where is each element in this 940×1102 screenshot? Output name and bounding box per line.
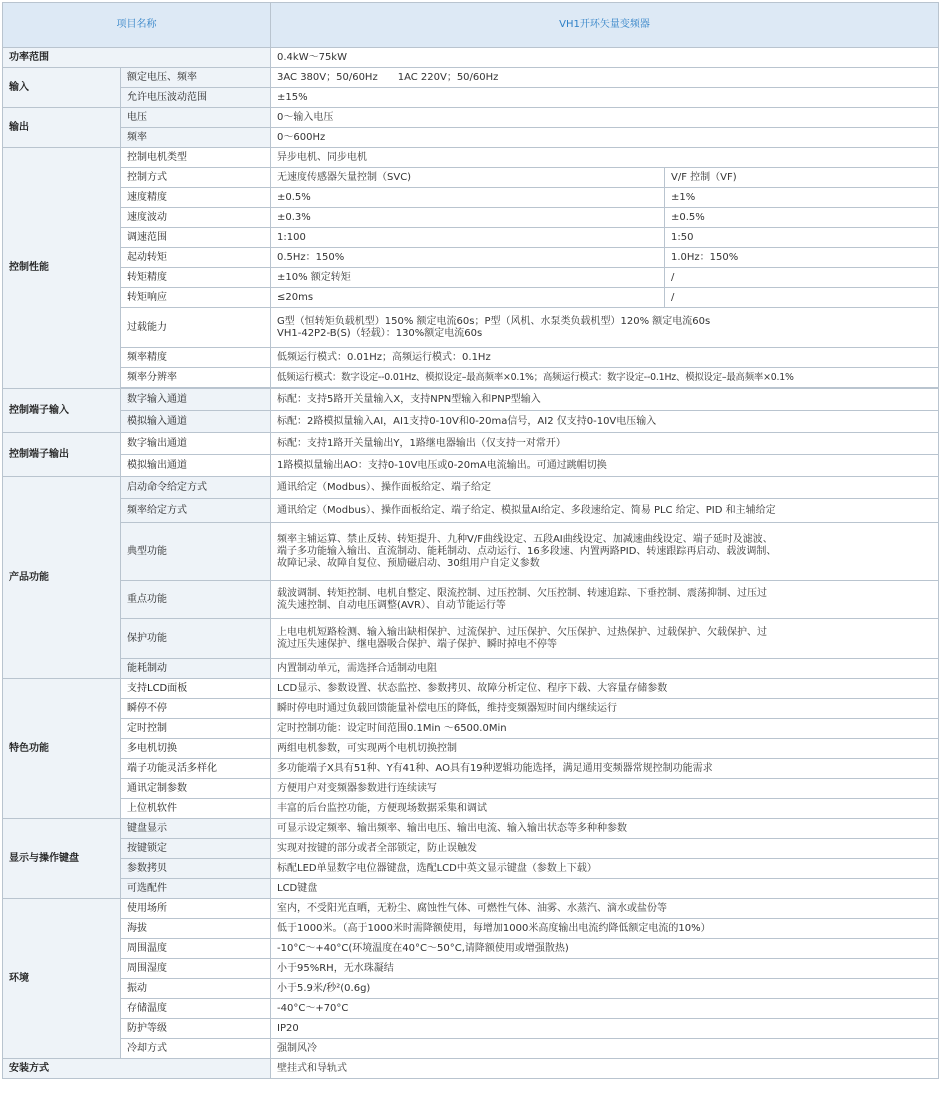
table-row [3,839,939,859]
table-row [3,108,939,128]
text-line: 故障记录、故障自复位、预励磁启动、30组用户自定义参数 [277,557,540,569]
sub-label: 瞬停不停 [121,699,271,719]
table-row [3,959,939,979]
power-range-value: 0.4kW～75kW [271,48,939,68]
spec-value: 小于95%RH，无水珠凝结 [271,959,939,979]
spec-value [271,308,939,348]
sub-label: 电压 [121,108,271,128]
sub-label: 频率给定方式 [121,499,271,523]
spec-value: LCD显示、参数设置、状态监控、参数拷贝、故障分析定位、程序下载、大容量存储参数 [271,679,939,699]
table-row [3,919,939,939]
vf-value: 1:50 [665,228,939,248]
sub-label: 键盘显示 [121,819,271,839]
sub-label: 定时控制 [121,719,271,739]
svc-value: ±0.5% [271,188,665,208]
table-row [3,523,939,581]
table-row [3,248,939,268]
table-row [3,999,939,1019]
sub-label: 参数拷贝 [121,859,271,879]
sub-label: 频率分辨率 [121,368,271,388]
category-env: 环境 [3,899,121,1059]
table-row [3,268,939,288]
svc-value: ±10% 额定转矩 [271,268,665,288]
sub-label: 转矩精度 [121,268,271,288]
category-output: 输出 [3,108,121,148]
sub-label: 控制电机类型 [121,148,271,168]
sub-label: 端子功能灵活多样化 [121,759,271,779]
table-row [3,619,939,659]
table-row [3,148,939,168]
spec-value: 标配：支持5路开关量输入X，支持NPN型输入和PNP型输入 [271,389,939,411]
category-special: 特色功能 [3,679,121,819]
sub-label: 周围温度 [121,939,271,959]
text-line: 流过压失速保护、继电器吸合保护、端子保护、瞬时掉电不停等 [277,638,557,650]
category-input: 输入 [3,68,121,108]
spec-value: LCD键盘 [271,879,939,899]
table-row [3,389,939,411]
svc-value: 0.5Hz：150% [271,248,665,268]
sub-label: 使用场所 [121,899,271,919]
spec-value [271,581,939,619]
header-product-name: VH1开环矢量变频器 [271,3,939,48]
category-display: 显示与操作键盘 [3,819,121,899]
sub-label: 频率 [121,128,271,148]
table-row [3,939,939,959]
spec-value: IP20 [271,1019,939,1039]
category-ctrl-input: 控制端子输入 [3,389,121,433]
table-row [3,208,939,228]
sub-label: 数字输入通道 [121,389,271,411]
spec-value: 瞬时停电时通过负载回馈能量补偿电压的降低，维持变频器短时间内继续运行 [271,699,939,719]
sub-label: 过载能力 [121,308,271,348]
spec-value: 内置制动单元，需选择合适制动电阻 [271,659,939,679]
header-item-name: 项目名称 [3,3,271,48]
sub-label: 按键锁定 [121,839,271,859]
text-line: VH1-42P2-B(S)（轻载）：130%额定电流60s [277,327,483,339]
spec-value: 3AC 380V；50/60Hz 1AC 220V；50/60Hz [271,68,939,88]
table-row [3,859,939,879]
sub-label: 速度波动 [121,208,271,228]
table-row [3,581,939,619]
spec-value: 0～600Hz [271,128,939,148]
sub-label: 存储温度 [121,999,271,1019]
category-product: 产品功能 [3,477,121,679]
table-row [3,411,939,433]
table-row [3,699,939,719]
spec-value [271,619,939,659]
table-row [3,879,939,899]
svc-value: 1:100 [271,228,665,248]
spec-value: 小于5.9米/秒²(0.6g) [271,979,939,999]
vf-value: ±1% [665,188,939,208]
spec-value: -40°C～+70°C [271,999,939,1019]
spec-value: 两组电机参数，可实现两个电机切换控制 [271,739,939,759]
table-row [3,308,939,348]
text-line: 流失速控制、自动电压调整(AVR）、自动节能运行等 [277,599,506,611]
sub-label: 数字输出通道 [121,433,271,455]
spec-table [2,2,939,1079]
sub-label: 防护等级 [121,1019,271,1039]
vf-value: / [665,288,939,308]
sub-label: 转矩响应 [121,288,271,308]
sub-label: 典型功能 [121,523,271,581]
sub-label: 振动 [121,979,271,999]
svc-value: ≤20ms [271,288,665,308]
text-line: 上电电机短路检测、输入输出缺相保护、过流保护、过压保护、欠压保护、过热保护、过载保护、欠载保护、过 [277,626,767,638]
sub-label: 调速范围 [121,228,271,248]
sub-label: 保护功能 [121,619,271,659]
sub-label: 允许电压波动范围 [121,88,271,108]
spec-value: 低于1000米。（高于1000米时需降额使用，每增加1000米高度输出电流约降低额定电流的10%） [271,919,939,939]
table-row [3,679,939,699]
sub-label: 控制方式 [121,168,271,188]
table-row [3,348,939,368]
install-value: 壁挂式和导轨式 [271,1059,939,1079]
spec-value: 强制风冷 [271,1039,939,1059]
spec-value: 标配：2路模拟量输入AI，AI1支持0-10V和0-20ma信号，AI2 仅支持0-10V电压输入 [271,411,939,433]
sub-label: 模拟输入通道 [121,411,271,433]
table-row [3,433,939,455]
text-line: 载波调制、转矩控制、电机自整定、限流控制、过压控制、欠压控制、转速追踪、下垂控制、震荡抑制、过压过 [277,587,767,599]
table-row [3,979,939,999]
table-row [3,719,939,739]
table-header-row [3,3,939,48]
spec-value: 实现对按键的部分或者全部锁定，防止误触发 [271,839,939,859]
sub-label: 启动命令给定方式 [121,477,271,499]
table-row [3,819,939,839]
table-row [3,799,939,819]
row-label-power-range: 功率范围 [3,48,271,68]
table-row [3,288,939,308]
spec-value: 异步电机、同步电机 [271,148,939,168]
table-row [3,659,939,679]
sub-label: 通讯定制参数 [121,779,271,799]
vf-value: 1.0Hz：150% [665,248,939,268]
spec-value: 标配LED单显数字电位器键盘，选配LCD中英文显示键盘（参数上下载） [271,859,939,879]
spec-value: ±15% [271,88,939,108]
category-ctrl-output: 控制端子输出 [3,433,121,477]
table-row [3,499,939,523]
vf-value: V/F 控制（VF) [665,168,939,188]
table-row [3,779,939,799]
table-row [3,188,939,208]
spec-value: 通讯给定（Modbus）、操作面板给定、端子给定 [271,477,939,499]
sub-label: 周围湿度 [121,959,271,979]
svc-value: 无速度传感器矢量控制（SVC) [271,168,665,188]
table-row [3,68,939,88]
text-line: 端子多功能输入输出、直流制动、能耗制动、点动运行、16多段速、内置两路PID、转速跟踪再启动、载波调制、 [277,545,777,557]
row-label-install: 安装方式 [3,1059,271,1079]
spec-value: 可显示设定频率、输出频率、输出电压、输出电流、输入输出状态等多种种参数 [271,819,939,839]
text-line: G型（恒转矩负载机型）150% 额定电流60s；P型（风机、水泵类负载机型）120% 额定电流60s [277,315,711,327]
table-row [3,759,939,779]
spec-value [271,523,939,581]
table-row [3,168,939,188]
sub-label: 起动转矩 [121,248,271,268]
text-line: 频率主辅运算、禁止反转、转矩提升、九种V/F曲线设定、五段AI曲线设定、加减速曲线设定、端子延时及滤波、 [277,533,773,545]
svc-value: ±0.3% [271,208,665,228]
sub-label: 上位机软件 [121,799,271,819]
spec-value: 通讯给定（Modbus）、操作面板给定、端子给定、模拟量AI给定、多段速给定、简易 PLC 给定、PID 和主辅给定 [271,499,939,523]
spec-value: 1路模拟量输出AO：支持0-10V电压或0-20mA电流输出。可通过跳帽切换 [271,455,939,477]
category-control: 控制性能 [3,148,121,389]
sub-label: 可选配件 [121,879,271,899]
spec-value: -10°C～+40°C(环境温度在40°C～50°C,请降额使用或增强散热) [271,939,939,959]
table-row [3,739,939,759]
spec-value: 方便用户对变频器参数进行连续读写 [271,779,939,799]
table-row [3,899,939,919]
vf-value: ±0.5% [665,208,939,228]
sub-label: 冷却方式 [121,1039,271,1059]
table-row [3,455,939,477]
sub-label: 多电机切换 [121,739,271,759]
spec-value: 0～输入电压 [271,108,939,128]
table-row [3,477,939,499]
table-row [3,1059,939,1079]
table-row [3,88,939,108]
table-row [3,228,939,248]
vf-value: / [665,268,939,288]
spec-value: 定时控制功能：设定时间范围0.1Min ～6500.0Min [271,719,939,739]
sub-label: 额定电压、频率 [121,68,271,88]
sub-label: 速度精度 [121,188,271,208]
sub-label: 能耗制动 [121,659,271,679]
spec-value: 低频运行模式：数字设定--0.01Hz、模拟设定–最高频率×0.1%；高频运行模式：数字设定--0.1Hz、模拟设定–最高频率×0.1% [271,368,939,388]
table-row [3,1039,939,1059]
spec-value: 低频运行模式：0.01Hz；高频运行模式：0.1Hz [271,348,939,368]
sub-label: 模拟输出通道 [121,455,271,477]
sub-label: 海拔 [121,919,271,939]
spec-value: 多功能端子X具有51种、Y有41种、AO具有19种逻辑功能选择，满足通用变频器常规控制功能需求 [271,759,939,779]
table-row [3,128,939,148]
table-row [3,1019,939,1039]
sub-label: 重点功能 [121,581,271,619]
spec-value: 标配：支持1路开关量输出Y，1路继电器输出（仅支持一对常开） [271,433,939,455]
table-row [3,368,939,388]
spec-value: 室内，不受阳光直晒，无粉尘、腐蚀性气体、可燃性气体、油雾、水蒸汽、滴水或盐份等 [271,899,939,919]
sub-label: 支持LCD面板 [121,679,271,699]
spec-value: 丰富的后台监控功能，方便现场数据采集和调试 [271,799,939,819]
table-row [3,48,939,68]
sub-label: 频率精度 [121,348,271,368]
